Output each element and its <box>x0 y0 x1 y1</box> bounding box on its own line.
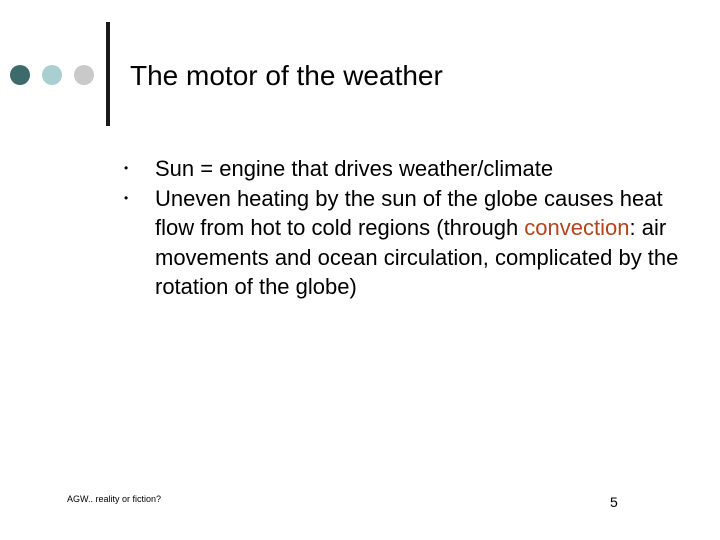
bullet-text-before: Uneven heating by the sun of the globe causes heat flow from hot to cold regions (through <box>155 185 663 240</box>
slide-title: The motor of the weather <box>130 60 443 91</box>
highlight-term: convection <box>524 215 630 240</box>
bullet-icon: • <box>124 161 129 175</box>
bullet-text: Sun = engine that drives weather/climate <box>155 156 554 181</box>
bullet-item <box>124 154 684 184</box>
bullet-item <box>124 184 684 302</box>
bullet-list <box>124 154 684 302</box>
decorative-dot-gray <box>74 65 94 85</box>
footer-text: AGW.. reality or fiction? <box>67 494 162 504</box>
decorative-dot-teal <box>42 65 62 85</box>
bullet-icon: • <box>124 190 129 205</box>
bullet-text-after: : air movements and ocean circulation, complicated by the rotation of the globe) <box>155 215 679 299</box>
decorative-dot-dark <box>10 65 30 85</box>
page-number: 5 <box>610 494 618 510</box>
title-divider <box>106 22 110 126</box>
